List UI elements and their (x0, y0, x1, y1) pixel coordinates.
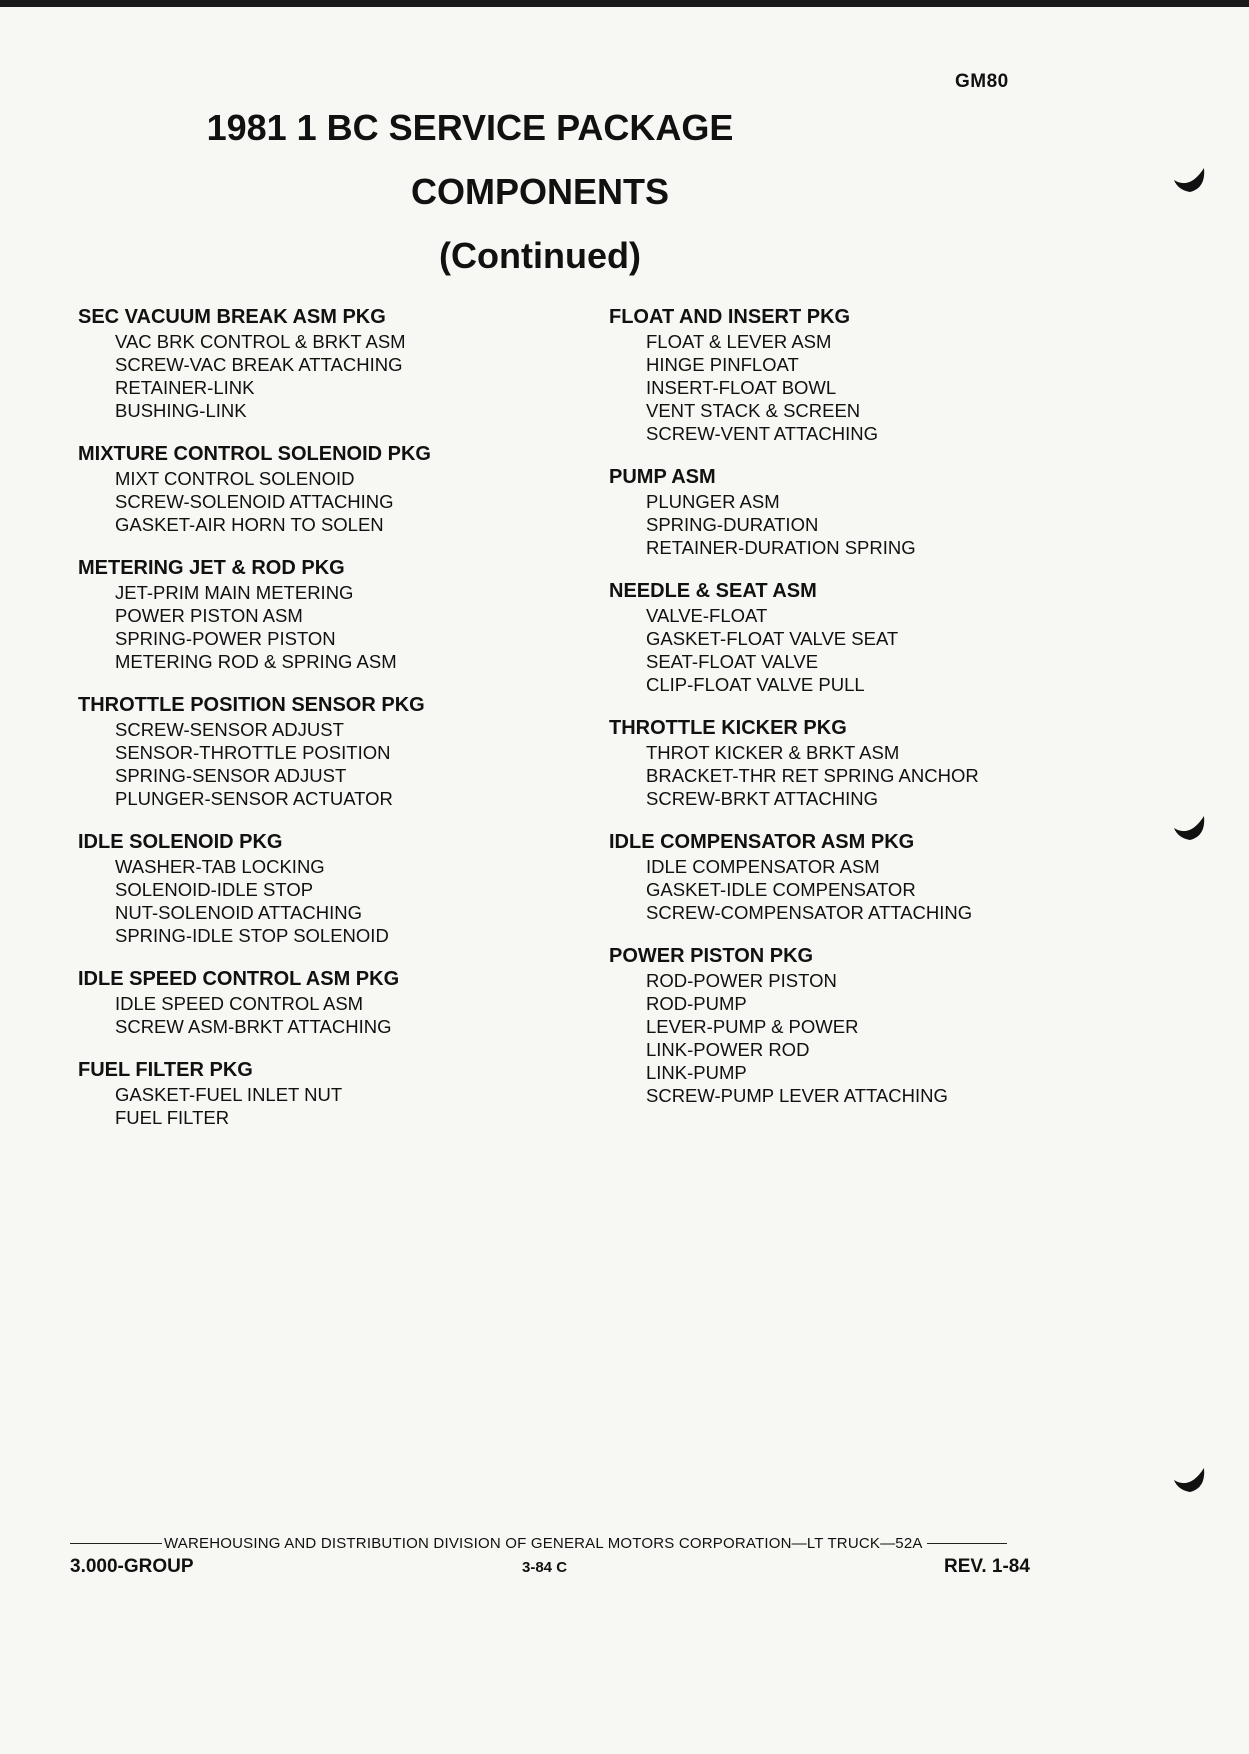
component-item: GASKET-AIR HORN TO SOLEN (115, 514, 384, 535)
component-item: SOLENOID-IDLE STOP (115, 879, 314, 900)
component-list (78, 467, 578, 536)
footer-division-text: WAREHOUSING AND DISTRIBUTION DIVISION OF GENERAL MOTORS CORPORATION—LT TRUCK—52A (164, 1535, 923, 1552)
component-list (609, 604, 1109, 696)
component-item: CLIP-FLOAT VALVE PULL (646, 674, 865, 695)
component-item: SEAT-FLOAT VALVE (646, 651, 819, 672)
package-title: NEEDLE & SEAT ASM (609, 580, 817, 602)
component-list (78, 330, 578, 422)
component-item: RETAINER-DURATION SPRING (646, 537, 916, 558)
component-item: THROT KICKER & BRKT ASM (646, 742, 900, 763)
component-item: LINK-PUMP (646, 1062, 747, 1083)
component-list (78, 581, 578, 673)
package-section (78, 441, 578, 536)
component-item: SCREW-BRKT ATTACHING (646, 788, 878, 809)
footer-revision: REV. 1-84 (944, 1556, 1030, 1577)
package-section (78, 1057, 578, 1129)
component-item: SCREW-SOLENOID ATTACHING (115, 491, 394, 512)
package-section (609, 829, 1109, 924)
component-item: HINGE PINFLOAT (646, 354, 799, 375)
package-title: MIXTURE CONTROL SOLENOID PKG (78, 443, 431, 465)
package-title: THROTTLE KICKER PKG (609, 717, 847, 739)
component-list (78, 992, 578, 1038)
right-column (609, 304, 1109, 1126)
component-list (78, 1083, 578, 1129)
package-section (609, 715, 1109, 810)
package-title: POWER PISTON PKG (609, 945, 814, 967)
binder-hole-icon (1172, 1460, 1208, 1494)
component-item: SCREW-PUMP LEVER ATTACHING (646, 1085, 948, 1106)
component-item: FUEL FILTER (115, 1107, 230, 1128)
component-list (78, 718, 578, 810)
package-title: IDLE SOLENOID PKG (78, 831, 283, 853)
component-item: FLOAT & LEVER ASM (646, 331, 832, 352)
page-title-continued: (Continued) (439, 235, 641, 276)
footer-rule-right (927, 1543, 1007, 1544)
footer-date-code: 3-84 C (522, 1559, 568, 1576)
binder-hole-icon (1172, 808, 1208, 842)
component-list (609, 330, 1109, 445)
component-item: RETAINER-LINK (115, 377, 255, 398)
package-section (609, 304, 1109, 445)
package-title: PUMP ASM (609, 466, 716, 488)
component-item: PLUNGER ASM (646, 491, 780, 512)
component-list (78, 855, 578, 947)
component-item: SCREW-VENT ATTACHING (646, 423, 878, 444)
document-code: GM80 (955, 71, 1009, 92)
component-item: ROD-PUMP (646, 993, 747, 1014)
component-item: SPRING-POWER PISTON (115, 628, 336, 649)
component-item: PLUNGER-SENSOR ACTUATOR (115, 788, 393, 809)
component-item: SCREW-COMPENSATOR ATTACHING (646, 902, 973, 923)
package-title: FLOAT AND INSERT PKG (609, 306, 851, 328)
package-section (78, 829, 578, 947)
component-item: VAC BRK CONTROL & BRKT ASM (115, 331, 406, 352)
component-list (609, 490, 1109, 559)
component-item: NUT-SOLENOID ATTACHING (115, 902, 363, 923)
package-title: FUEL FILTER PKG (78, 1059, 253, 1081)
package-section (78, 966, 578, 1038)
package-title: IDLE COMPENSATOR ASM PKG (609, 831, 915, 853)
component-item: LEVER-PUMP & POWER (646, 1016, 859, 1037)
component-item: VALVE-FLOAT (646, 605, 768, 626)
component-item: SPRING-IDLE STOP SOLENOID (115, 925, 389, 946)
component-item: LINK-POWER ROD (646, 1039, 810, 1060)
component-item: SENSOR-THROTTLE POSITION (115, 742, 391, 763)
component-item: ROD-POWER PISTON (646, 970, 837, 991)
package-section (609, 578, 1109, 696)
component-item: METERING ROD & SPRING ASM (115, 651, 397, 672)
component-item: SCREW-SENSOR ADJUST (115, 719, 344, 740)
package-title: SEC VACUUM BREAK ASM PKG (78, 306, 386, 328)
component-item: BRACKET-THR RET SPRING ANCHOR (646, 765, 979, 786)
left-column (78, 304, 578, 1148)
component-item: MIXT CONTROL SOLENOID (115, 468, 355, 489)
component-list (609, 969, 1109, 1107)
package-title: IDLE SPEED CONTROL ASM PKG (78, 968, 400, 990)
binder-hole-icon (1172, 160, 1208, 194)
package-section (609, 464, 1109, 559)
component-item: SPRING-DURATION (646, 514, 819, 535)
component-item: SCREW ASM-BRKT ATTACHING (115, 1016, 392, 1037)
package-section (78, 692, 578, 810)
component-item: SPRING-SENSOR ADJUST (115, 765, 347, 786)
component-item: GASKET-FUEL INLET NUT (115, 1084, 343, 1105)
footer-rule-left (70, 1543, 162, 1544)
footer-division-line (70, 1535, 1045, 1552)
package-title: THROTTLE POSITION SENSOR PKG (78, 694, 425, 716)
component-item: IDLE SPEED CONTROL ASM (115, 993, 364, 1014)
package-section (78, 555, 578, 673)
component-list (609, 741, 1109, 810)
component-item: GASKET-FLOAT VALVE SEAT (646, 628, 899, 649)
component-item: VENT STACK & SCREEN (646, 400, 861, 421)
component-item: INSERT-FLOAT BOWL (646, 377, 837, 398)
component-item: GASKET-IDLE COMPENSATOR (646, 879, 916, 900)
footer-group: 3.000-GROUP (70, 1556, 194, 1577)
page-title-line2: COMPONENTS (410, 171, 669, 212)
component-item: IDLE COMPENSATOR ASM (646, 856, 880, 877)
package-title: METERING JET & ROD PKG (78, 557, 345, 579)
component-item: JET-PRIM MAIN METERING (115, 582, 354, 603)
component-list (609, 855, 1109, 924)
top-edge-bar (0, 0, 1249, 7)
component-item: BUSHING-LINK (115, 400, 247, 421)
component-item: SCREW-VAC BREAK ATTACHING (115, 354, 403, 375)
package-section (78, 304, 578, 422)
package-section (609, 943, 1109, 1107)
page-title: 1981 1 BC SERVICE PACKAGE (206, 107, 734, 148)
component-item: POWER PISTON ASM (115, 605, 303, 626)
component-item: WASHER-TAB LOCKING (115, 856, 325, 877)
